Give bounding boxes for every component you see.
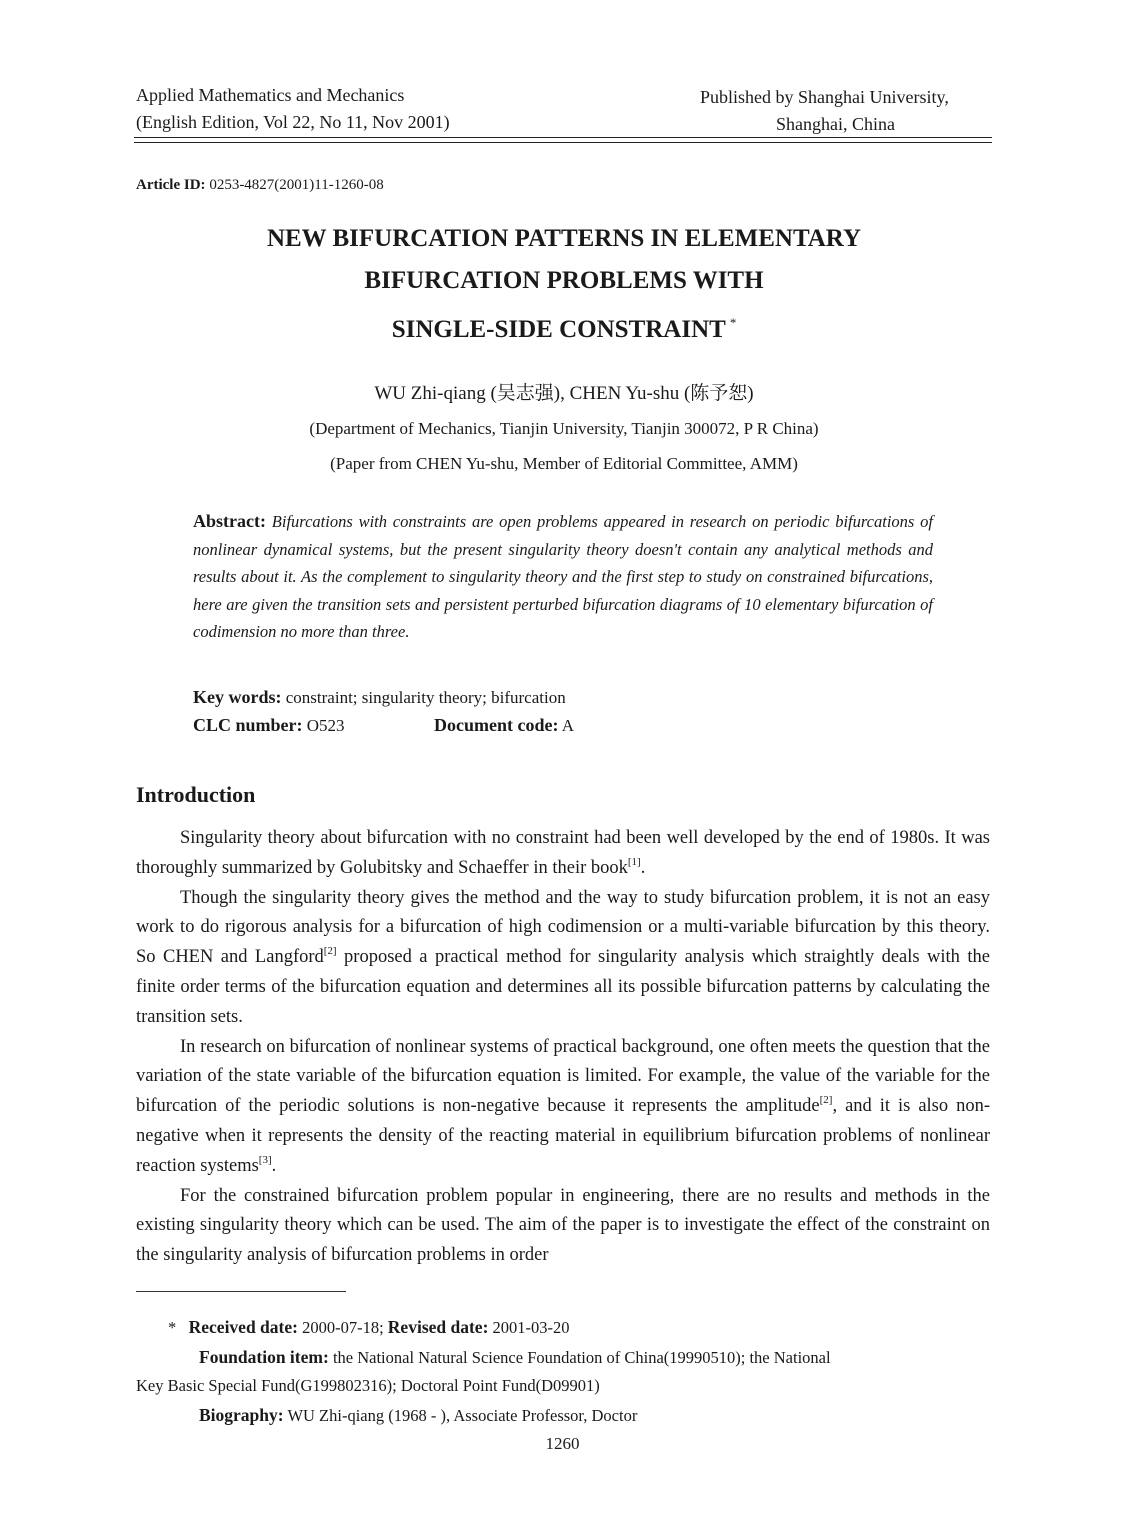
document-code	[434, 715, 574, 736]
publisher-header	[700, 84, 995, 138]
section-heading: Introduction	[136, 782, 256, 807]
keywords	[193, 687, 566, 708]
p1-end: .	[640, 857, 646, 878]
article-id	[136, 177, 384, 194]
article-id-value: 0253-4827(2001)11-1260-08	[209, 177, 384, 193]
citation: [2]	[819, 1094, 833, 1107]
title-footnote-mark: *	[729, 315, 737, 330]
keywords-value: constraint; singularity theory; bifurcation	[285, 688, 566, 707]
citation: [1]	[627, 855, 641, 868]
body-text	[136, 824, 990, 1271]
authors: WU Zhi-qiang (吴志强), CHEN Yu-shu (陈予恕)	[374, 383, 754, 404]
paragraph	[136, 1033, 990, 1182]
abstract-label: Abstract:	[193, 511, 266, 531]
paragraph: For the constrained bifurcation problem popular in engineering, there are no results and methods in the existing singularity theory which can be used. The aim of the paper is to investigate the effect of the constraint on the singularity analysis of bifurcation problems in order	[136, 1185, 990, 1266]
abstract	[193, 508, 933, 646]
journal-edition: (English Edition, Vol 22, No 11, Nov 2001)	[136, 112, 450, 132]
title-line-2: BIFURCATION PROBLEMS WITH	[364, 267, 764, 294]
header-rule-thick	[134, 137, 992, 138]
page-number: 1260	[545, 1434, 580, 1453]
biography-text: WU Zhi-qiang (1968 - ), Associate Professor, Doctor	[287, 1405, 638, 1425]
paper-title	[136, 218, 992, 351]
foundation-item	[136, 1343, 990, 1373]
p2-text: Though the singularity theory gives the method and the way to study bifurcation problem, it is not an easy work to do rigorous analysis for a bifurcation of high codimension or a multi-variable bifurcation by this theory. So CHEN and Langford	[136, 887, 990, 968]
header-rule-thin	[134, 142, 992, 143]
journal-name: Applied Mathematics and Mechanics	[136, 85, 405, 105]
citation: [2]	[323, 945, 337, 958]
footnote-mark: *	[168, 1318, 177, 1337]
foundation-text-1: the National Natural Science Foundation of China(19990510); the National	[332, 1347, 831, 1367]
clc-label: CLC number:	[193, 715, 303, 735]
p3-text: In research on bifurcation of nonlinear systems of practical background, one often meets the question that the variation of the state variable of the bifurcation equation is limited. For example, the value of the variable for the bifurcation of the periodic solutions is non-negative because it represents the amplitude	[136, 1036, 990, 1117]
title-line-1: NEW BIFURCATION PATTERNS IN ELEMENTARY	[266, 225, 862, 252]
clc-value: O523	[306, 716, 345, 735]
footnote-rule	[136, 1291, 346, 1292]
affiliation: (Department of Mechanics, Tianjin University, Tianjin 300072, P R China)	[309, 419, 819, 438]
p1-text: Singularity theory about bifurcation with no constraint had been well developed by the end of 1980s. It was thoroughly summarized by Golubitsky and Schaeffer in their book	[136, 828, 990, 878]
revised-label: Revised date:	[387, 1317, 489, 1337]
doc-code-label: Document code:	[434, 715, 559, 735]
article-id-label: Article ID:	[136, 177, 206, 193]
biography-label: Biography:	[199, 1404, 284, 1425]
paragraph	[136, 884, 990, 1033]
received-label: Received date:	[188, 1317, 298, 1337]
footnote	[136, 1313, 990, 1430]
doc-code-value: A	[561, 716, 575, 735]
biography	[136, 1401, 990, 1431]
paper-from: (Paper from CHEN Yu-shu, Member of Editorial Committee, AMM)	[330, 454, 798, 473]
revised-date: 2001-03-20	[492, 1318, 570, 1337]
p2-end: proposed a practical method for singularity analysis which straightly deals with the finite order terms of the bifurcation equation and determines all its possible bifurcation patterns by calculating the transition sets.	[136, 947, 990, 1027]
abstract-text: Bifurcations with constraints are open problems appeared in research on periodic bifurcations of nonlinear dynamical systems, but the present singularity theory doesn't contain any analytical methods and results about it. As the complement to singularity theory and the first step to study on constrained bifurcations, here are given the transition sets and persistent perturbed bifurcation diagrams of 10 elementary bifurcation of codimension no more than three.	[193, 512, 933, 642]
paragraph	[136, 824, 990, 884]
p3-mid: , and it is also non-negative when it represents the density of the reacting material in equilibrium bifurcation problems of nonlinear reaction systems	[136, 1096, 991, 1176]
footnote-dates	[136, 1313, 990, 1343]
keywords-label: Key words:	[193, 687, 282, 707]
publisher-location: Shanghai, China	[776, 114, 895, 134]
foundation-label: Foundation item:	[199, 1346, 329, 1367]
citation: [3]	[258, 1153, 272, 1166]
p3-end: .	[271, 1155, 277, 1176]
classification	[193, 715, 575, 736]
publisher-name: Published by Shanghai University,	[700, 87, 949, 107]
received-date: 2000-07-18;	[302, 1318, 384, 1337]
journal-header	[136, 82, 450, 136]
title-line-3: SINGLE-SIDE CONSTRAINT	[391, 316, 726, 343]
foundation-text-2: Key Basic Special Fund(G199802316); Doctoral Point Fund(D09901)	[136, 1376, 600, 1395]
